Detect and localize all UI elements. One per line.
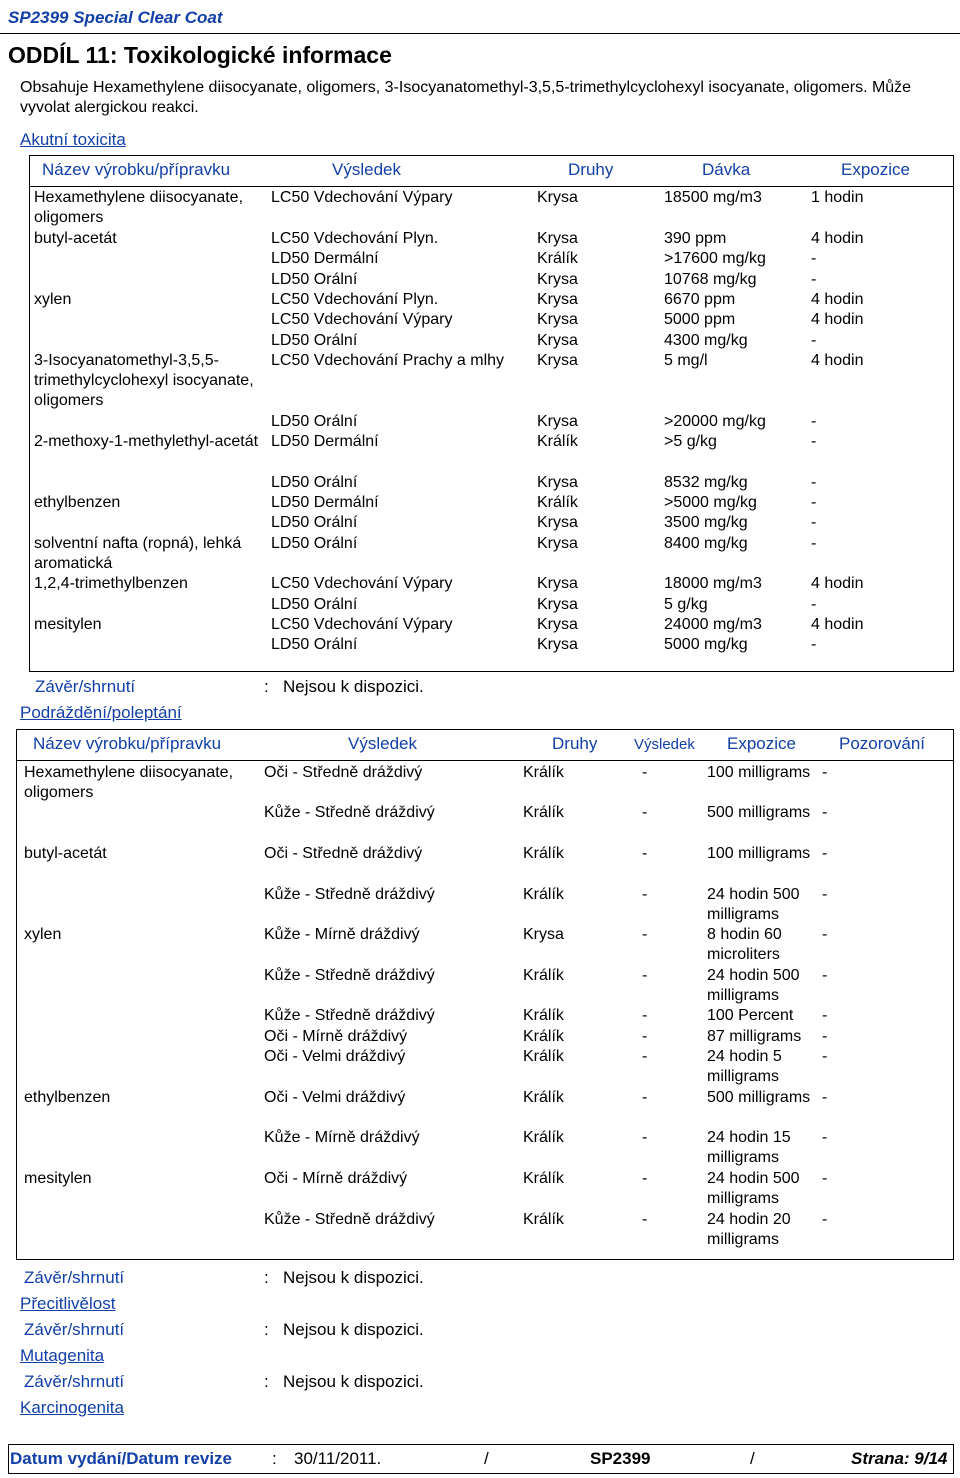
irr-row-observation: - [822,1211,828,1228]
acute-row-dose: 10768 mg/kg [664,271,757,288]
irr-row-result: Oči - Mírně dráždivý [264,1170,408,1187]
irr-row-score: - [642,1007,648,1024]
acute-row-result: LD50 Orální [271,271,358,288]
acute-row-exposure: - [811,271,817,288]
irr-col-name: Název výrobku/přípravku [33,734,222,753]
acute-row-exposure: - [811,494,817,511]
footer-separator-1: / [484,1449,489,1468]
irr-row-observation: - [822,1048,828,1065]
acute-row-result: LC50 Vdechování Plyn. [271,230,439,247]
irr-row-species: Králík [523,1089,564,1106]
irr-row-result: Oči - Velmi dráždivý [264,1089,406,1106]
acute-row-species: Krysa [537,352,578,369]
acute-row-dose: 6670 ppm [664,291,736,308]
irr-row-exposure: 100 milligrams [707,764,811,781]
acute-row-result: LC50 Vdechování Výpary [271,575,453,592]
footer-separator-2: / [750,1449,755,1468]
sensitization-heading[interactable]: Přecitlivělost [20,1294,116,1313]
irr-row-score: - [642,1170,648,1187]
acute-row-species: Krysa [537,474,578,491]
irr-row-score: - [642,1129,648,1146]
carcinogenicity-heading[interactable]: Karcinogenita [20,1398,124,1417]
header-divider [0,33,960,34]
acute-row-species: Krysa [537,596,578,613]
acute-row-species: Králík [537,250,578,267]
irr-row-observation: - [822,1170,828,1187]
irr-row-name: xylen [24,926,62,943]
acute-row-result: LD50 Dermální [271,250,379,267]
irr-row-score: - [642,926,648,943]
irr-row-species: Králík [523,1129,564,1146]
acute-row-name: solventní nafta (ropná), lehká aromatická [34,535,242,572]
acute-row-exposure: - [811,332,817,349]
irr-row-name: butyl-acetát [24,845,107,862]
acute-row-dose: 5000 mg/kg [664,636,748,653]
irr-row-exposure: 24 hodin 500 milligrams [707,1170,800,1207]
irr-row-exposure: 24 hodin 500 milligrams [707,967,800,1004]
acute-col-species: Druhy [568,160,614,179]
acute-row-dose: 8532 mg/kg [664,474,748,491]
acute-row-dose: 4300 mg/kg [664,332,748,349]
acute-row-species: Krysa [537,189,578,206]
acute-row-result: LC50 Vdechování Výpary [271,189,453,206]
acute-row-result: LC50 Vdechování Prachy a mlhy [271,352,505,369]
acute-row-dose: 5 g/kg [664,596,708,613]
irr-row-species: Krysa [523,926,564,943]
irr-row-score: - [642,764,648,781]
acute-row-result: LD50 Orální [271,514,358,531]
acute-row-species: Krysa [537,636,578,653]
section-intro: Obsahuje Hexamethylene diisocyanate, oligomers, 3-Isocyanatomethyl-3,5,5-trimethylcyclohexyl isocyanate, oligomers. Může vyvolat alergickou reakci. [20,79,912,116]
acute-row-dose: 5 mg/l [664,352,708,369]
irr-row-exposure: 8 hodin 60 microliters [707,926,782,963]
acute-row-exposure: 4 hodin [811,291,864,308]
irr-row-score: - [642,1089,648,1106]
acute-row-dose: 390 ppm [664,230,727,247]
acute-row-exposure: - [811,535,817,552]
acute-summary-colon: : [264,677,269,696]
irr-row-result: Kůže - Mírně dráždivý [264,926,420,943]
irr-row-score: - [642,886,648,903]
acute-row-name: 1,2,4-trimethylbenzen [34,575,188,592]
irr-row-observation: - [822,804,828,821]
acute-row-dose: >20000 mg/kg [664,413,766,430]
footer-page: Strana: 9/14 [851,1449,948,1468]
acute-row-name: 3-Isocyanatomethyl-3,5,5-trimethylcyclohexyl isocyanate, oligomers [34,352,254,409]
acute-row-species: Krysa [537,535,578,552]
irr-row-score: - [642,845,648,862]
footer-colon: : [272,1449,277,1468]
acute-row-name: ethylbenzen [34,494,121,511]
acute-row-species: Krysa [537,311,578,328]
irr-row-result: Kůže - Středně dráždivý [264,1211,435,1228]
mutagenicity-heading[interactable]: Mutagenita [20,1346,105,1365]
acute-row-exposure: 4 hodin [811,616,864,633]
irr-row-exposure: 500 milligrams [707,804,811,821]
irr-row-species: Králík [523,967,564,984]
irr-row-species: Králík [523,1028,564,1045]
acute-row-dose: 3500 mg/kg [664,514,748,531]
acute-row-species: Krysa [537,271,578,288]
acute-row-exposure: - [811,636,817,653]
section-title: ODDÍL 11: Toxikologické informace [8,42,392,68]
acute-row-result: LC50 Vdechování Výpary [271,616,453,633]
mutagenicity-summary-value: Nejsou k dispozici. [283,1372,424,1391]
acute-row-name: mesitylen [34,616,102,633]
acute-table-header-divider [29,186,954,187]
acute-row-result: LD50 Orální [271,413,358,430]
acute-row-result: LD50 Dermální [271,494,379,511]
document-title: SP2399 Special Clear Coat [8,8,223,27]
acute-row-name: 2-methoxy-1-methylethyl-acetát [34,433,259,450]
sensitization-summary-value: Nejsou k dispozici. [283,1320,424,1339]
acute-col-name: Název výrobku/přípravku [42,160,231,179]
acute-row-species: Krysa [537,413,578,430]
irr-row-species: Králík [523,1007,564,1024]
irr-col-result: Výsledek [348,734,417,753]
mutagenicity-summary-colon: : [264,1372,269,1391]
acute-row-species: Krysa [537,575,578,592]
footer-product-code: SP2399 [590,1449,651,1468]
acute-row-result: LD50 Dermální [271,433,379,450]
acute-row-result: LC50 Vdechování Výpary [271,311,453,328]
irr-row-observation: - [822,1028,828,1045]
irritation-heading[interactable]: Podráždění/poleptání [20,703,182,722]
irr-row-species: Králík [523,804,564,821]
irr-row-species: Králík [523,1048,564,1065]
irr-col-exposure: Expozice [727,734,796,753]
acute-row-exposure: - [811,474,817,491]
irr-row-observation: - [822,1089,828,1106]
acute-row-dose: 24000 mg/m3 [664,616,762,633]
acute-row-dose: >5 g/kg [664,433,717,450]
irr-row-result: Kůže - Středně dráždivý [264,804,435,821]
irr-row-score: - [642,967,648,984]
acute-row-name: xylen [34,291,72,308]
acute-row-exposure: 1 hodin [811,189,864,206]
acute-row-species: Krysa [537,230,578,247]
acute-row-result: LD50 Orální [271,596,358,613]
irr-row-result: Kůže - Středně dráždivý [264,967,435,984]
acute-row-dose: >17600 mg/kg [664,250,766,267]
sensitization-summary-label: Závěr/shrnutí [24,1320,125,1339]
irr-row-observation: - [822,926,828,943]
acute-row-exposure: 4 hodin [811,575,864,592]
acute-row-exposure: - [811,433,817,450]
footer-date: 30/11/2011. [294,1449,382,1468]
irr-row-result: Kůže - Mírně dráždivý [264,1129,420,1146]
irr-row-score: - [642,1211,648,1228]
irr-row-score: - [642,1028,648,1045]
irritation-summary-colon: : [264,1268,269,1287]
footer-label: Datum vydání/Datum revize [10,1449,233,1468]
irr-row-species: Králík [523,764,564,781]
irr-row-result: Kůže - Středně dráždivý [264,1007,435,1024]
acute-row-dose: 5000 ppm [664,311,736,328]
acute-toxicity-heading[interactable]: Akutní toxicita [20,130,126,149]
acute-row-result: LD50 Orální [271,474,358,491]
acute-row-result: LC50 Vdechování Plyn. [271,291,439,308]
acute-row-exposure: 4 hodin [811,352,864,369]
irr-row-result: Oči - Středně dráždivý [264,845,423,862]
irr-row-exposure: 87 milligrams [707,1028,802,1045]
acute-summary-value: Nejsou k dispozici. [283,677,424,696]
acute-row-species: Krysa [537,616,578,633]
acute-row-exposure: 4 hodin [811,311,864,328]
acute-summary-label: Závěr/shrnutí [35,677,136,696]
acute-row-result: LD50 Orální [271,332,358,349]
acute-row-species: Králík [537,433,578,450]
irr-row-species: Králík [523,1211,564,1228]
acute-row-species: Krysa [537,291,578,308]
irr-col-species: Druhy [552,734,598,753]
irr-col-observation: Pozorování [839,734,925,753]
irritation-summary-label: Závěr/shrnutí [24,1268,125,1287]
acute-row-result: LD50 Orální [271,636,358,653]
acute-row-dose: 8400 mg/kg [664,535,748,552]
irr-row-exposure: 24 hodin 500 milligrams [707,886,800,923]
irr-row-result: Oči - Mírně dráždivý [264,1028,408,1045]
acute-row-species: Krysa [537,332,578,349]
acute-row-dose: >5000 mg/kg [664,494,757,511]
irr-row-exposure: 24 hodin 20 milligrams [707,1211,791,1248]
irr-row-exposure: 24 hodin 5 milligrams [707,1048,782,1085]
acute-row-exposure: - [811,596,817,613]
irritation-table-header-divider [16,760,954,761]
irr-row-result: Oči - Velmi dráždivý [264,1048,406,1065]
acute-row-name: butyl-acetát [34,230,117,247]
acute-row-exposure: - [811,250,817,267]
acute-row-dose: 18000 mg/m3 [664,575,762,592]
irr-row-observation: - [822,1129,828,1146]
acute-col-result: Výsledek [332,160,401,179]
mutagenicity-summary-label: Závěr/shrnutí [24,1372,125,1391]
acute-row-name: Hexamethylene diisocyanate, oligomers [34,189,244,226]
acute-row-species: Králík [537,494,578,511]
irritation-summary-value: Nejsou k dispozici. [283,1268,424,1287]
irr-row-name: mesitylen [24,1170,92,1187]
irr-row-exposure: 500 milligrams [707,1089,811,1106]
irr-row-observation: - [822,845,828,862]
acute-row-exposure: - [811,514,817,531]
irr-row-observation: - [822,886,828,903]
irr-row-species: Králík [523,845,564,862]
acute-row-dose: 18500 mg/m3 [664,189,762,206]
irr-row-species: Králík [523,886,564,903]
irr-row-result: Kůže - Středně dráždivý [264,886,435,903]
irr-row-exposure: 24 hodin 15 milligrams [707,1129,791,1166]
irr-row-result: Oči - Středně dráždivý [264,764,423,781]
acute-col-exposure: Expozice [841,160,910,179]
irr-row-score: - [642,1048,648,1065]
irr-row-observation: - [822,967,828,984]
irr-row-name: ethylbenzen [24,1089,111,1106]
acute-row-exposure: - [811,413,817,430]
sensitization-summary-colon: : [264,1320,269,1339]
acute-col-dose: Dávka [702,160,751,179]
irr-col-score: Výsledek [634,736,695,753]
acute-row-exposure: 4 hodin [811,230,864,247]
irr-row-exposure: 100 milligrams [707,845,811,862]
acute-row-result: LD50 Orální [271,535,358,552]
irr-row-observation: - [822,764,828,781]
irr-row-score: - [642,804,648,821]
acute-row-species: Krysa [537,514,578,531]
irr-row-observation: - [822,1007,828,1024]
irr-row-exposure: 100 Percent [707,1007,794,1024]
irr-row-name: Hexamethylene diisocyanate, oligomers [24,764,234,801]
irr-row-species: Králík [523,1170,564,1187]
